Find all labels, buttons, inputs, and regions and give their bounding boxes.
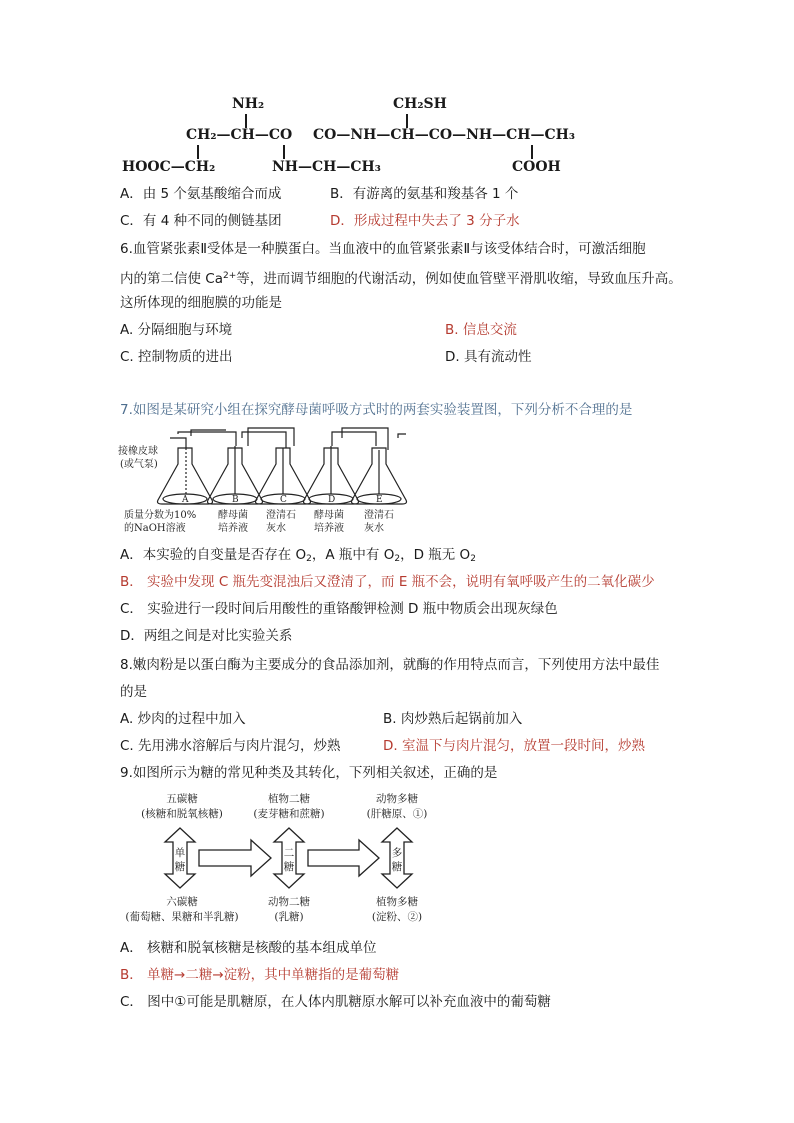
q5-option-c[interactable]: C．有 4 种不同的侧链基团 (120, 213, 282, 229)
q7-option-c[interactable]: C． 实验进行一段时间后用酸性的重铬酸钾检测 D 瓶中物质会出现灰绿色 (120, 601, 558, 617)
q6-stem-line3: 这所体现的细胞膜的功能是 (120, 295, 282, 311)
flask-label-b: B (232, 495, 239, 505)
content-a-1: 质量分数为10% (124, 510, 197, 521)
bond-vertical (531, 145, 533, 159)
q8-option-c[interactable]: C. 先用沸水溶解后与肉片混匀，炒熟 (120, 738, 341, 754)
pump-label-1: 接橡皮球 (118, 446, 158, 457)
q7-option-a[interactable]: A．本实验的自变量是否存在 $O_2$，A 瓶中有 $O_2$，D 瓶无 $O_2$ (120, 547, 476, 564)
content-d-2: 培养液 (314, 523, 344, 534)
content-d-1: 酵母菌 (314, 510, 344, 521)
node-top-3-sub: (肝糖原、①) (366, 808, 428, 820)
pump-label-2: (或气泵) (120, 459, 158, 470)
flask-label-a: A (182, 495, 189, 505)
node-top-1-sub: (核糖和脱氧核糖) (141, 808, 223, 820)
q5-option-a[interactable]: A．由 5 个氨基酸缩合而成 (120, 186, 282, 202)
peptide-formula (0, 0, 794, 185)
node-bot-3-sub: (淀粉、②) (371, 911, 423, 923)
bond-vertical (283, 145, 285, 159)
node-bot-1-sub: (葡萄糖、果糖和半乳糖) (125, 911, 239, 923)
arrow-label-2b: 糖 (283, 861, 295, 873)
flask-label-e: E (376, 495, 383, 505)
content-b-1: 酵母菌 (218, 510, 248, 521)
q9-stem: 9.如图所示为糖的常见种类及其转化，下列相关叙述，正确的是 (120, 765, 498, 781)
node-bot-3: 植物多糖 (376, 896, 418, 908)
q6-option-c[interactable]: C. 控制物质的进出 (120, 349, 233, 365)
q9-option-b[interactable]: B． 单糖→二糖→淀粉，其中单糖指的是葡萄糖 (120, 967, 400, 983)
node-bot-2: 动物二糖 (268, 896, 310, 908)
formula-main-right: CO—NH—CH—CO—NH—CH—CH₃ (313, 127, 575, 143)
node-top-1: 五碳糖 (166, 793, 198, 805)
q7-option-b[interactable]: B． 实验中发现 C 瓶先变混浊后又澄清了，而 E 瓶不会，说明有氧呼吸产生的二氧化碳少 (120, 574, 655, 590)
content-c-1: 澄清石 (266, 510, 296, 521)
content-b-2: 培养液 (218, 523, 248, 534)
content-e-1: 澄清石 (364, 510, 394, 521)
q8-option-d[interactable]: D. 室温下与肉片混匀，放置一段时间，炒熟 (383, 738, 645, 754)
bond-vertical (245, 114, 247, 128)
q7-option-d[interactable]: D．两组之间是对比实验关系 (120, 628, 293, 644)
q6-stem-line1: 6.血管紧张素Ⅱ受体是一种膜蛋白。当血液中的血管紧张素Ⅱ与该受体结合时，可激活细胞 (120, 241, 646, 257)
formula-main-left: CH₂—CH—CO (186, 127, 293, 143)
flask-label-d: D (328, 495, 336, 505)
node-bot-2-sub: (乳糖) (274, 911, 304, 923)
q9-option-a[interactable]: A． 核糖和脱氧核糖是核酸的基本组成单位 (120, 940, 377, 956)
arrow-label-1b: 糖 (174, 861, 186, 873)
arrow-label-1a: 单 (174, 847, 186, 859)
arrow-label-2a: 二 (283, 847, 295, 859)
node-top-3: 动物多糖 (376, 793, 418, 805)
q8-stem-line1: 8.嫩肉粉是以蛋白酶为主要成分的食品添加剂，就酶的作用特点而言，下列使用方法中最佳 (120, 657, 660, 673)
formula-cooh: COOH (512, 159, 561, 175)
formula-bottom-mid: NH—CH—CH₃ (272, 159, 381, 175)
content-a-2: 的NaOH溶液 (124, 523, 186, 534)
q5-option-b[interactable]: B．有游离的氨基和羧基各 1 个 (330, 186, 519, 202)
node-bot-1: 六碳糖 (166, 896, 198, 908)
yeast-respiration-apparatus (118, 424, 418, 542)
formula-nh2: NH₂ (232, 96, 265, 112)
sugar-conversion-diagram (125, 790, 445, 930)
content-e-2: 灰水 (364, 523, 384, 534)
node-top-2: 植物二糖 (268, 793, 310, 805)
bond-vertical (197, 145, 199, 159)
q6-option-a[interactable]: A. 分隔细胞与环境 (120, 322, 233, 338)
q8-option-a[interactable]: A. 炒肉的过程中加入 (120, 711, 246, 727)
q6-stem-line2: 内的第二信使 $Ca^{2+}$等，进而调节细胞的代谢活动，例如使血管壁平滑肌收缩，导致血压升高。 (120, 271, 682, 287)
bond-vertical (406, 114, 408, 128)
q6-option-b[interactable]: B. 信息交流 (445, 322, 517, 338)
arrow-label-3b: 糖 (391, 861, 403, 873)
q8-stem-line2: 的是 (120, 684, 147, 700)
content-c-2: 灰水 (266, 523, 286, 534)
q5-option-d[interactable]: D．形成过程中失去了 3 分子水 (330, 213, 520, 229)
q6-option-d[interactable]: D. 具有流动性 (445, 349, 532, 365)
q8-option-b[interactable]: B. 肉炒熟后起锅前加入 (383, 711, 523, 727)
arrow-label-3a: 多 (391, 847, 403, 859)
formula-ch2sh: CH₂SH (393, 96, 447, 112)
flask-label-c: C (280, 495, 287, 505)
node-top-2-sub: (麦芽糖和蔗糖) (253, 808, 325, 820)
formula-bottom-left: HOOC—CH₂ (122, 159, 216, 175)
q7-stem: 7.如图是某研究小组在探究酵母菌呼吸方式时的两套实验装置图，下列分析不合理的是 (120, 402, 633, 418)
q9-option-c[interactable]: C． 图中①可能是肌糖原，在人体内肌糖原水解可以补充血液中的葡萄糖 (120, 994, 551, 1010)
